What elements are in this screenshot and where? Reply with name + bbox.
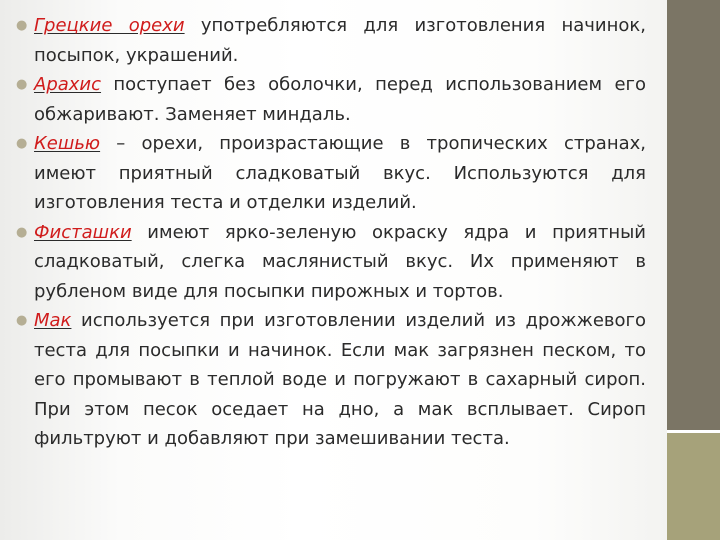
side-decor-strip-light — [667, 433, 720, 540]
bullet-item-walnuts — [14, 11, 646, 70]
bullet-dot-icon: ● — [16, 313, 28, 328]
description-peanuts: поступает без оболочки, перед использованием его обжаривают. Заменяет миндаль. — [34, 74, 646, 125]
description-poppy: используется при изготовлении изделий из дрожжевого теста для посыпки и начинок. Если мак загрязнен песком, то его промывают в теплой воде и погружают в сахарный сироп. При этом песок оседает на дно, а мак всплывает. Сироп фильтруют и добавляют при замешивании теста. — [34, 310, 646, 449]
description-walnuts: употребляются для изготовления начинок, посыпок, украшений. — [34, 15, 647, 66]
bullet-dot-icon: ● — [16, 18, 28, 33]
description-pistachios: имеют ярко-зеленую окраску ядра и приятный сладковатый, слегка маслянистый вкус. Их применяют в рубленом виде для посыпки пирожных и тортов. — [34, 221, 646, 302]
bullet-list — [14, 11, 646, 454]
description-cashew: – орехи, произрастающие в тропических странах, имеют приятный сладковатый вкус. Используются для изготовления теста и отделки изделий. — [34, 133, 646, 213]
term-peanuts: Арахис — [34, 74, 102, 95]
term-pistachios: Фисташки — [34, 221, 132, 243]
slide-content — [14, 11, 646, 454]
bullet-item-pistachios — [14, 218, 646, 307]
bullet-item-peanuts — [14, 70, 646, 129]
term-walnuts: Грецкие орехи — [34, 15, 185, 36]
bullet-dot-icon: ● — [16, 77, 28, 92]
side-decor-strip-dark — [667, 0, 720, 430]
bullet-dot-icon: ● — [16, 224, 28, 240]
term-poppy: Мак — [34, 310, 72, 331]
bullet-item-poppy — [14, 306, 646, 454]
bullet-item-cashew — [14, 129, 646, 218]
term-cashew: Кешью — [34, 133, 101, 154]
bullet-dot-icon: ● — [16, 136, 28, 151]
